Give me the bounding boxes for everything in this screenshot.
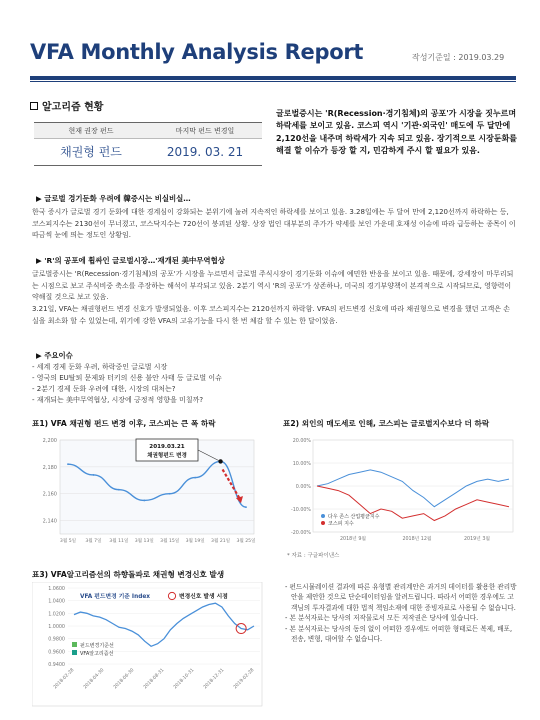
chart3-x-tick: 2018-02-28 <box>52 667 76 691</box>
chart3-y-tick: 1.0400 <box>48 599 65 605</box>
chart2-legend-label: 다우 존스 산업평균지수 <box>328 514 380 520</box>
report-date: 작성기준일 : 2019.03.29 <box>412 53 505 62</box>
chart3-y-tick: 0.9800 <box>48 637 65 643</box>
report-title: VFA Monthly Analysis Report <box>30 40 364 64</box>
chart2-source: * 자료 : 구글파이낸스 <box>287 553 340 559</box>
chart1-callout <box>136 439 198 461</box>
chart2-y-tick: -10.00% <box>290 508 311 513</box>
chart3-legend-swatch <box>72 642 77 647</box>
chart3-legend-label: 펀드변경기준선 <box>80 643 114 649</box>
issue-item: - 세계 경제 둔화 우려, 하락중인 글로벌 시장 <box>32 363 168 371</box>
issues-heading: ▶ 주요이슈 <box>36 351 73 360</box>
chart2-legend-swatch <box>321 514 325 518</box>
chart1-y-tick: 2,180 <box>42 464 57 471</box>
disclaimer <box>285 582 517 644</box>
summary-text: 글로벌증시는 'R(Recession·경기침체)의 공포'가 시장을 짓누르며 하락세를 보이고 있음. 코스피 역시 '기관·외국인' 매도에 두 달만에 2,120선을 내주며 하락세가 지속 되고 있음. 장기적으로 시장둔화를 해결 할 이슈가 등장 할 지, 민감하게 주시 할 필요가 있음. <box>276 109 518 156</box>
chart1-point <box>118 489 120 491</box>
chart2-x-tick: 2018년 9월 <box>339 537 367 542</box>
current-fund-value: 채권형 펀드 <box>60 145 122 159</box>
chart2-title: 표2) 외인의 매도세로 인해, 코스피는 글로벌지수보다 더 하락 <box>283 419 490 428</box>
title-rule-thin <box>30 81 516 82</box>
chart1-x-tick: 3월 13일 <box>134 539 154 544</box>
bullet-heading-1: ▶ 글로벌 경기둔화 우려에 韓증시는 비실비실… <box>36 194 191 203</box>
disclaimer-item: - 본 분석자료는 당사의 저작물로서 모든 저작권은 당사에 있습니다. <box>285 614 479 623</box>
fund-table-value-row <box>34 139 262 165</box>
disclaimer-item: - 본 분석자료는 당사의 동의 없이 어떠한 경우에도 어떠한 형태로든 복제, 배포, 전송, 변형, 대여할 수 없습니다. <box>285 624 513 644</box>
fund-table-header-row <box>34 123 262 139</box>
chart1-x-tick: 3월 19일 <box>185 539 205 544</box>
chart2-x-tick: 2019년 3월 <box>463 537 491 542</box>
chart3-y-tick: 0.9400 <box>48 663 65 668</box>
bullet-body-2: 글로벌증시는 'R(Recession·경기침체)의 공포'가 시장을 누르면서 글로벌 주식시장이 경기둔화 이슈에 예민한 반응을 보이고 있음. 때문에, 강세장이 마무리되는 시점으로 보고 주식비중 축소를 주장하는 해석이 부각되고 있음. 2분기 역시 'R의 공포'가 상존하나, 미국의 경기부양책이 본격적으로 시작되므로, 영향력이 약해질 것으로 보고 있음. <box>32 270 514 302</box>
chart3-x-tick: 2018-04-30 <box>82 667 106 691</box>
chart3-box <box>32 582 264 708</box>
chart1-point <box>194 477 196 479</box>
chart3-x-tick: 2019-02-28 <box>232 667 256 691</box>
section-title: 알고리즘 현황 <box>42 102 104 113</box>
issue-item: - 재개되는 美中무역협상, 시장에 긍정적 영향을 미칠까? <box>32 396 204 404</box>
chart3-x-tick: 2018-06-30 <box>112 667 136 691</box>
fund-table-header-current: 현재 권장 펀드 <box>68 127 114 135</box>
chart3-y-tick: 1.0000 <box>48 625 65 630</box>
chart3-signal-label: 변경신호 발생 시점 <box>179 594 228 600</box>
bullet-body-2b: 3.21일, VFA는 채권형펀드 변경 신호가 발생되었음. 이후 코스피지수는 2120선까지 하락함. VFA의 펀드변경 신호에 따라 채권형으로 변경을 했던 고객은 손실을 최소화 할 수 있었는데, 위기에 강한 VFA의 고유기능을 다시 한 번 체감 할 수 있는 한 달이었음. <box>32 305 510 325</box>
chart2-legend-label: 코스피 지수 <box>328 521 354 527</box>
chart1-kospi <box>32 430 260 550</box>
chart1-point <box>245 506 247 508</box>
chart3-y-tick: 0.9600 <box>48 650 65 656</box>
issue-item: - 영국의 EU탈퇴 문제와 터키의 신용 불안 사태 등 글로벌 이슈 <box>32 374 222 382</box>
chart1-point <box>67 463 69 465</box>
chart3-y-tick: 1.0600 <box>48 587 65 592</box>
chart2-y-tick: -20.00% <box>290 531 311 536</box>
chart1-x-tick: 3월 21일 <box>211 539 231 544</box>
chart3-title: 표3) VFA알고리즘선의 하향돌파로 채권형 변경신호 발생 <box>32 570 225 579</box>
chart1-y-tick: 2,200 <box>42 438 57 444</box>
chart1-x-tick: 3월 25일 <box>236 539 256 544</box>
chart1-callout-date: 2019.03.21 <box>149 444 185 450</box>
chart1-signal-point <box>218 459 222 463</box>
chart1-x-tick: 3월 15일 <box>160 539 180 544</box>
issue-item: - 2분기 경제 둔화 우려에 대한, 시장의 대처는? <box>32 385 176 393</box>
chart1-title: 표1) VFA 채권형 펀드 변경 이후, 코스피는 큰 폭 하락 <box>32 419 216 428</box>
chart1-y-tick: 2,160 <box>42 491 57 498</box>
chart2-legend-swatch <box>321 521 325 525</box>
title-rule <box>30 76 516 80</box>
chart1-box <box>32 430 260 550</box>
disclaimer-item: - 펀드시뮬레이션 결과에 따른 유형별 관리계안은 과거의 데이터를 활용한 관리방안을 제안한 것으로 단순데이터임을 알려드립니다. 따라서 어떠한 경우에도 고객님의 투자결과에 대한 법적 책임소재에 대한 증빙자료로 사용될 수 없습니다. <box>285 583 517 612</box>
chart2-y-tick: 10.00% <box>292 462 311 467</box>
bullet-heading-2: ▶ 'R'의 공포에 휩싸인 글로벌시장…'재개된 美中무역협상 <box>36 256 225 265</box>
chart3-x-tick: 2018-08-31 <box>142 667 166 691</box>
chart2-box <box>283 432 519 548</box>
chart1-x-tick: 3월 7일 <box>85 539 102 544</box>
issues-list <box>32 362 222 406</box>
chart3-vfa-index <box>32 582 264 708</box>
chart3-y-tick: 1.0200 <box>48 612 65 618</box>
chart1-y-tick: 2,140 <box>42 518 57 525</box>
chart1-callout-label: 채권형펀드 변경 <box>147 453 187 459</box>
fund-table-header-last-change: 마지막 펀드 변경일 <box>175 127 235 135</box>
chart1-point <box>169 493 171 495</box>
chart3-x-tick: 2018-12-31 <box>202 667 226 691</box>
chart2-y-tick: 20.00% <box>292 439 311 444</box>
chart3-legend-label: VFA알고리즘선 <box>80 651 114 657</box>
chart3-legend-swatch <box>72 650 77 655</box>
chart3-inner-title: VFA 펀드변경 기준 Index <box>80 594 151 600</box>
chart1-point <box>143 500 145 502</box>
last-change-date-value: 2019. 03. 21 <box>166 145 244 159</box>
fund-status-table <box>34 122 262 166</box>
chart2-global-vs-kospi <box>283 432 519 548</box>
chart1-point <box>93 474 95 476</box>
square-bullet-icon <box>30 102 38 110</box>
bullet-body-1: 한국 증시가 글로벌 경기 둔화에 대한 경계심이 강화되는 분위기에 눌려 지속적인 하락세를 보이고 있음. 3.28일에는 두 달여 만에 2,120선까지 하락하는 등, 코스피지수는 2130선이 무너졌고, 코스닥지수는 720선이 붕괴된 상황. 상장 법인 대부분의 주가가 약세를 보인 가운데 호재성 이슈에 따라 급등하는 종목이 이따금씩 눈에 띄는 정도인 상황임. <box>32 208 516 240</box>
chart2-x-tick: 2018년 12월 <box>402 537 432 542</box>
section-heading <box>30 98 103 113</box>
chart2-y-tick: 0.00% <box>295 485 311 490</box>
chart1-x-tick: 3월 5일 <box>59 539 77 544</box>
chart3-x-tick: 2018-10-31 <box>172 667 196 691</box>
chart1-x-tick: 3월 11일 <box>109 539 129 544</box>
